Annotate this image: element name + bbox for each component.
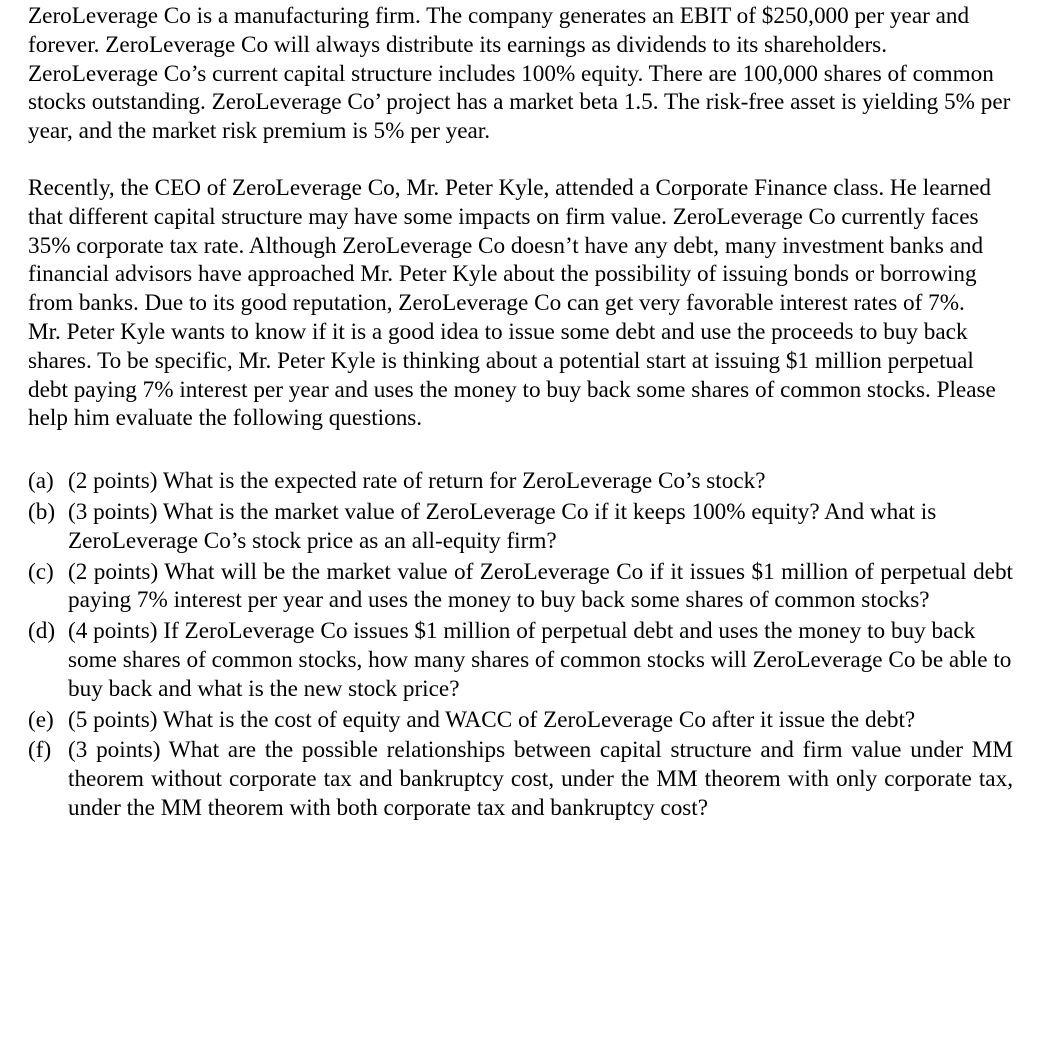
question-label: (f) <box>28 737 52 764</box>
question-text: (3 points) What is the market value of ZeroLeverage Co if it keeps 100% equity? And what is ZeroLeverage Co’s stock price as an all-equity firm? <box>68 498 937 554</box>
question-b <box>28 498 1013 556</box>
question-label: (e) <box>28 706 54 733</box>
context-paragraph: Recently, the CEO of ZeroLeverage Co, Mr. Peter Kyle, attended a Corporate Finance class. He learned that different capital structure may have some impacts on firm value. ZeroLeverage Co currently faces 35% corporate tax rate. Although ZeroLeverage Co doesn’t have any debt, many investment banks and financial advisors have approached Mr. Peter Kyle about the possibility of issuing bonds or borrowing from banks. Due to its good reputation, ZeroLeverage Co can get very favorable interest rates of 7%. <box>28 174 991 317</box>
question-text: (3 points) What are the possible relationships between capital structure and firm value under MM theorem without corporate tax and bankruptcy cost, under the MM theorem with only corporate tax, under the MM theorem with both corporate tax and bankruptcy cost? <box>68 737 1013 821</box>
question-label: (b) <box>28 498 56 525</box>
question-list <box>28 467 1013 823</box>
question-a <box>28 467 1013 496</box>
question-c <box>28 558 1013 616</box>
question-text: (5 points) What is the cost of equity and WACC of ZeroLeverage Co after it issue the debt? <box>68 706 916 733</box>
document-page <box>28 2 1013 825</box>
question-d <box>28 617 1013 703</box>
intro-paragraph: ZeroLeverage Co is a manufacturing firm. The company generates an EBIT of $250,000 per year and forever. ZeroLeverage Co will always distribute its earnings as dividends to its shareholders. ZeroLeverage Co’s current capital structure includes 100% equity. There are 100,000 shares of common stocks outstanding. ZeroLeverage Co’ project has a market beta 1.5. The risk-free asset is yielding 5% per year, and the market risk premium is 5% per year. <box>28 3 1011 145</box>
question-text: (2 points) What is the expected rate of return for ZeroLeverage Co’s stock? <box>68 468 766 495</box>
question-label: (d) <box>28 618 56 645</box>
question-e <box>28 706 1013 735</box>
question-text: (4 points) If ZeroLeverage Co issues $1 million of perpetual debt and uses the money to buy back some shares of common stocks, how many shares of common stocks will ZeroLeverage Co be able to buy back and what is the new stock price? <box>68 618 1012 702</box>
question-f <box>28 736 1013 822</box>
task-paragraph: Mr. Peter Kyle wants to know if it is a good idea to issue some debt and use the proceeds to buy back shares. To be specific, Mr. Peter Kyle is thinking about a potential start at issuing $1 million perpetual debt paying 7% interest per year and uses the money to buy back some shares of common stocks. Please help him evaluate the following questions. <box>28 318 996 432</box>
question-label: (a) <box>28 468 54 495</box>
question-label: (c) <box>28 558 54 585</box>
question-text: (2 points) What will be the market value of ZeroLeverage Co if it issues $1 million of perpetual debt paying 7% interest per year and uses the money to buy back some shares of common stocks? <box>68 558 1013 614</box>
